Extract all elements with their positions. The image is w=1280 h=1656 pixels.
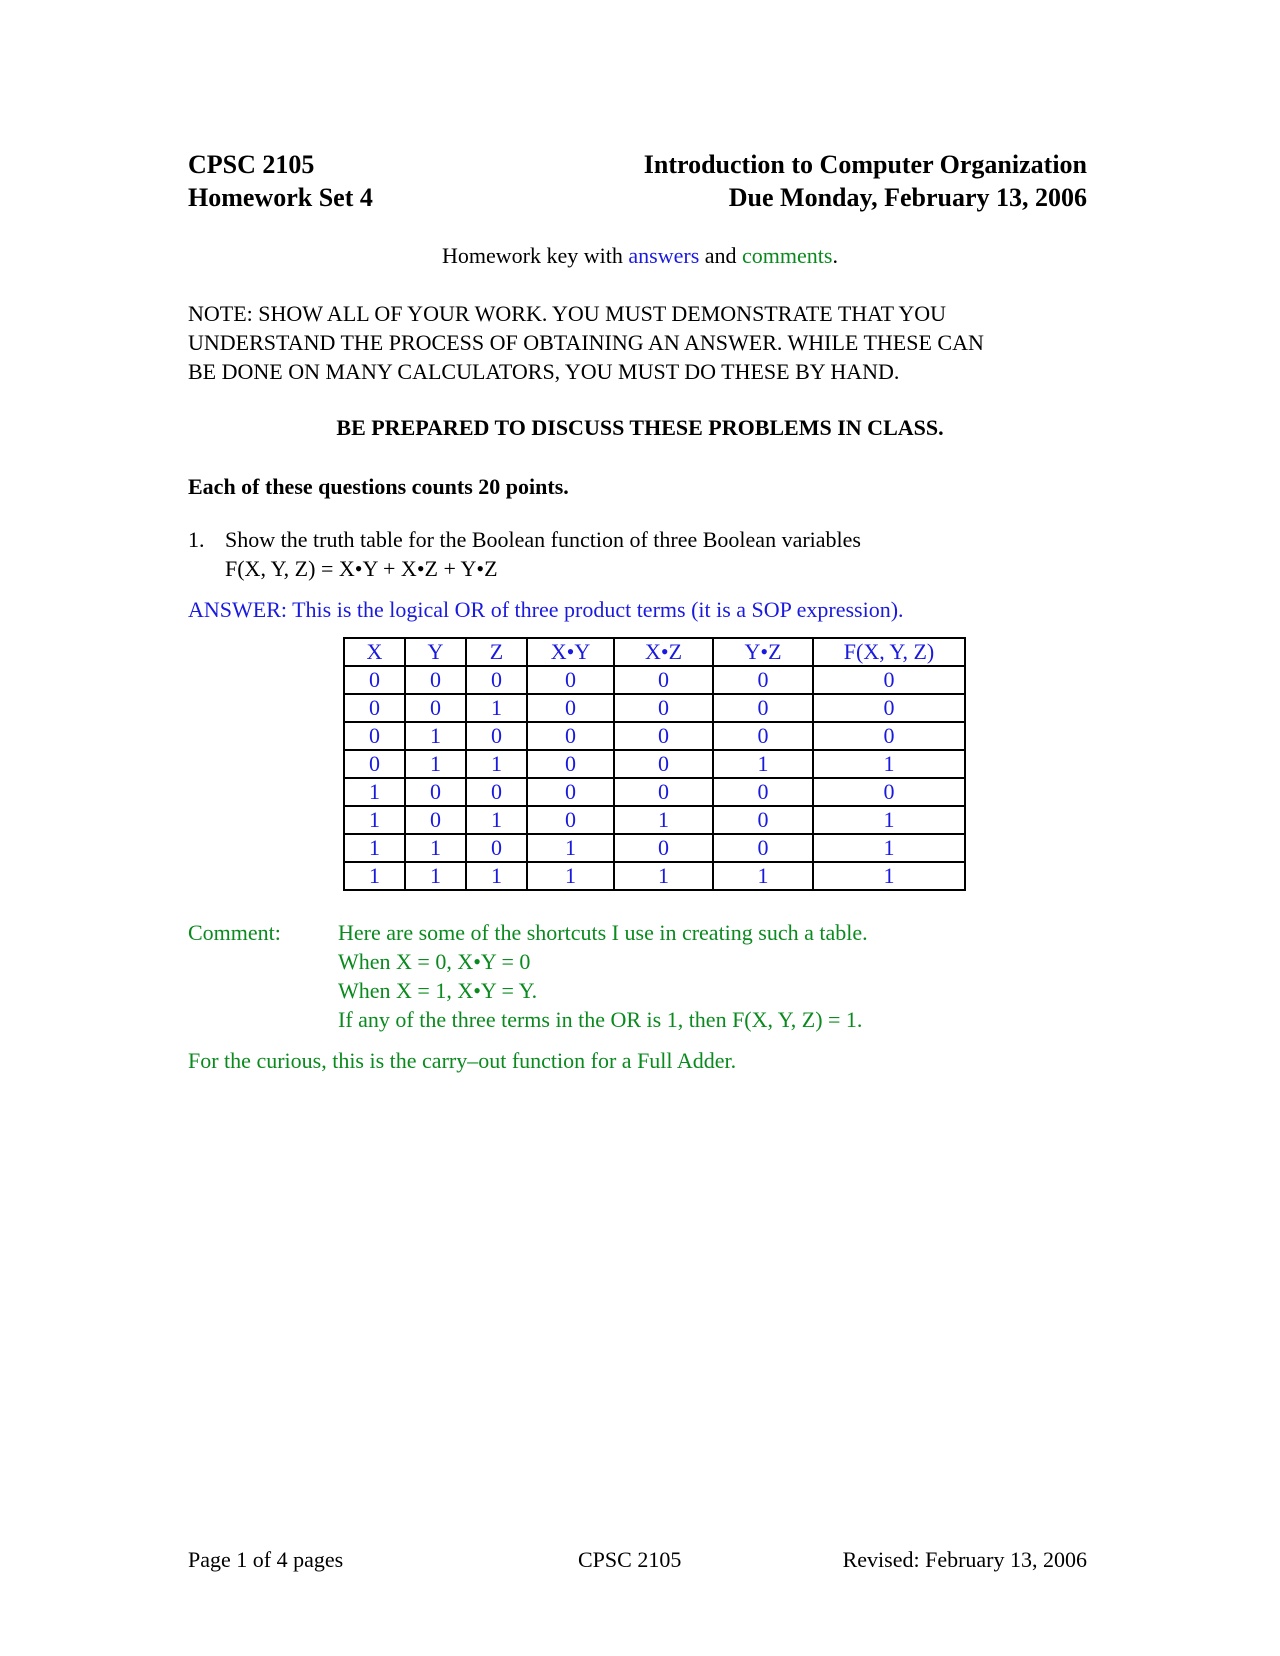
question-formula: F(X, Y, Z) = X•Y + X•Z + Y•Z (225, 556, 498, 581)
footer-page: Page 1 of 4 pages (188, 1547, 344, 1572)
note-line-1: NOTE: SHOW ALL OF YOUR WORK. YOU MUST DEMONSTRATE THAT YOU (188, 301, 947, 326)
table-row (344, 666, 965, 694)
table-cell: 1 (614, 806, 713, 834)
table-cell: 0 (344, 722, 405, 750)
key-line-suffix: . (832, 243, 838, 268)
table-cell: 0 (405, 694, 466, 722)
table-cell: 0 (466, 778, 527, 806)
table-cell: 0 (527, 722, 614, 750)
table-row (344, 694, 965, 722)
table-cell: 0 (466, 834, 527, 862)
table-cell: 0 (344, 750, 405, 778)
prepared-notice: BE PREPARED TO DISCUSS THESE PROBLEMS IN CLASS. (336, 415, 944, 440)
table-cell: 0 (813, 694, 965, 722)
table-cell: 0 (614, 694, 713, 722)
comment-line: When X = 1, X•Y = Y. (338, 978, 538, 1003)
note-line-2: UNDERSTAND THE PROCESS OF OBTAINING AN ANSWER. WHILE THESE CAN (188, 330, 984, 355)
key-line-prefix: Homework key with (442, 243, 629, 268)
table-cell: 0 (813, 666, 965, 694)
table-cell: 0 (527, 750, 614, 778)
table-cell: 1 (344, 834, 405, 862)
table-row (344, 862, 965, 890)
table-cell: 0 (527, 694, 614, 722)
table-cell: 1 (813, 750, 965, 778)
comment-line: Here are some of the shortcuts I use in creating such a table. (338, 920, 868, 945)
table-cell: 0 (466, 722, 527, 750)
footer-course: CPSC 2105 (578, 1547, 682, 1572)
comment-line: When X = 0, X•Y = 0 (338, 949, 531, 974)
table-cell: 0 (614, 778, 713, 806)
table-cell: 1 (405, 834, 466, 862)
col-header: X•Y (527, 638, 614, 666)
table-cell: 1 (813, 862, 965, 890)
table-cell: 0 (527, 806, 614, 834)
due-date: Due Monday, February 13, 2006 (728, 183, 1087, 212)
question-number: 1. (188, 527, 205, 552)
table-cell: 1 (813, 806, 965, 834)
footer-revised: Revised: February 13, 2006 (842, 1547, 1087, 1572)
table-cell: 0 (713, 834, 813, 862)
table-cell: 0 (614, 750, 713, 778)
table-cell: 0 (527, 778, 614, 806)
table-cell: 1 (405, 722, 466, 750)
answer-text: ANSWER: This is the logical OR of three product terms (it is a SOP expression). (188, 597, 904, 622)
table-row (344, 778, 965, 806)
table-row (344, 750, 965, 778)
table-cell: 1 (466, 694, 527, 722)
table-cell: 0 (466, 666, 527, 694)
table-cell: 1 (405, 862, 466, 890)
truth-table (343, 637, 966, 891)
table-cell: 1 (614, 862, 713, 890)
table-cell: 1 (713, 750, 813, 778)
table-cell: 0 (405, 778, 466, 806)
note-line-3: BE DONE ON MANY CALCULATORS, YOU MUST DO THESE BY HAND. (188, 359, 900, 384)
table-cell: 1 (344, 862, 405, 890)
table-cell: 1 (713, 862, 813, 890)
table-cell: 1 (405, 750, 466, 778)
course-code: CPSC 2105 (188, 150, 315, 179)
table-cell: 0 (713, 694, 813, 722)
table-cell: 0 (713, 666, 813, 694)
table-cell: 0 (344, 694, 405, 722)
table-cell: 0 (614, 722, 713, 750)
table-cell: 1 (813, 834, 965, 862)
key-line (0, 243, 1280, 269)
col-header: Y (405, 638, 466, 666)
table-header-row (344, 638, 965, 666)
table-cell: 0 (813, 722, 965, 750)
table-cell: 1 (466, 806, 527, 834)
table-cell: 0 (527, 666, 614, 694)
key-line-middle: and (699, 243, 743, 268)
table-cell: 0 (614, 834, 713, 862)
homework-set: Homework Set 4 (188, 183, 373, 212)
col-header: X (344, 638, 405, 666)
table-row (344, 722, 965, 750)
question-text: Show the truth table for the Boolean function of three Boolean variables (225, 527, 861, 552)
table-cell: 1 (527, 862, 614, 890)
table-cell: 0 (713, 778, 813, 806)
curious-note: For the curious, this is the carry–out function for a Full Adder. (188, 1048, 737, 1073)
comment-label: Comment: (188, 920, 281, 945)
table-cell: 1 (527, 834, 614, 862)
col-header: Y•Z (713, 638, 813, 666)
table-cell: 0 (344, 666, 405, 694)
key-answers: answers (628, 243, 700, 268)
table-cell: 1 (466, 862, 527, 890)
table-cell: 0 (405, 806, 466, 834)
table-cell: 0 (713, 806, 813, 834)
table-cell: 1 (466, 750, 527, 778)
col-header: Z (466, 638, 527, 666)
table-cell: 0 (713, 722, 813, 750)
table-cell: 0 (614, 666, 713, 694)
table-row (344, 834, 965, 862)
points-notice: Each of these questions counts 20 points. (188, 474, 569, 499)
comment-line: If any of the three terms in the OR is 1, then F(X, Y, Z) = 1. (338, 1007, 863, 1032)
table-row (344, 806, 965, 834)
table-cell: 0 (405, 666, 466, 694)
course-title: Introduction to Computer Organization (643, 150, 1087, 179)
table-cell: 0 (813, 778, 965, 806)
table-cell: 1 (344, 806, 405, 834)
col-header: X•Z (614, 638, 713, 666)
key-comments: comments (742, 243, 833, 268)
table-cell: 1 (344, 778, 405, 806)
col-header: F(X, Y, Z) (813, 638, 965, 666)
